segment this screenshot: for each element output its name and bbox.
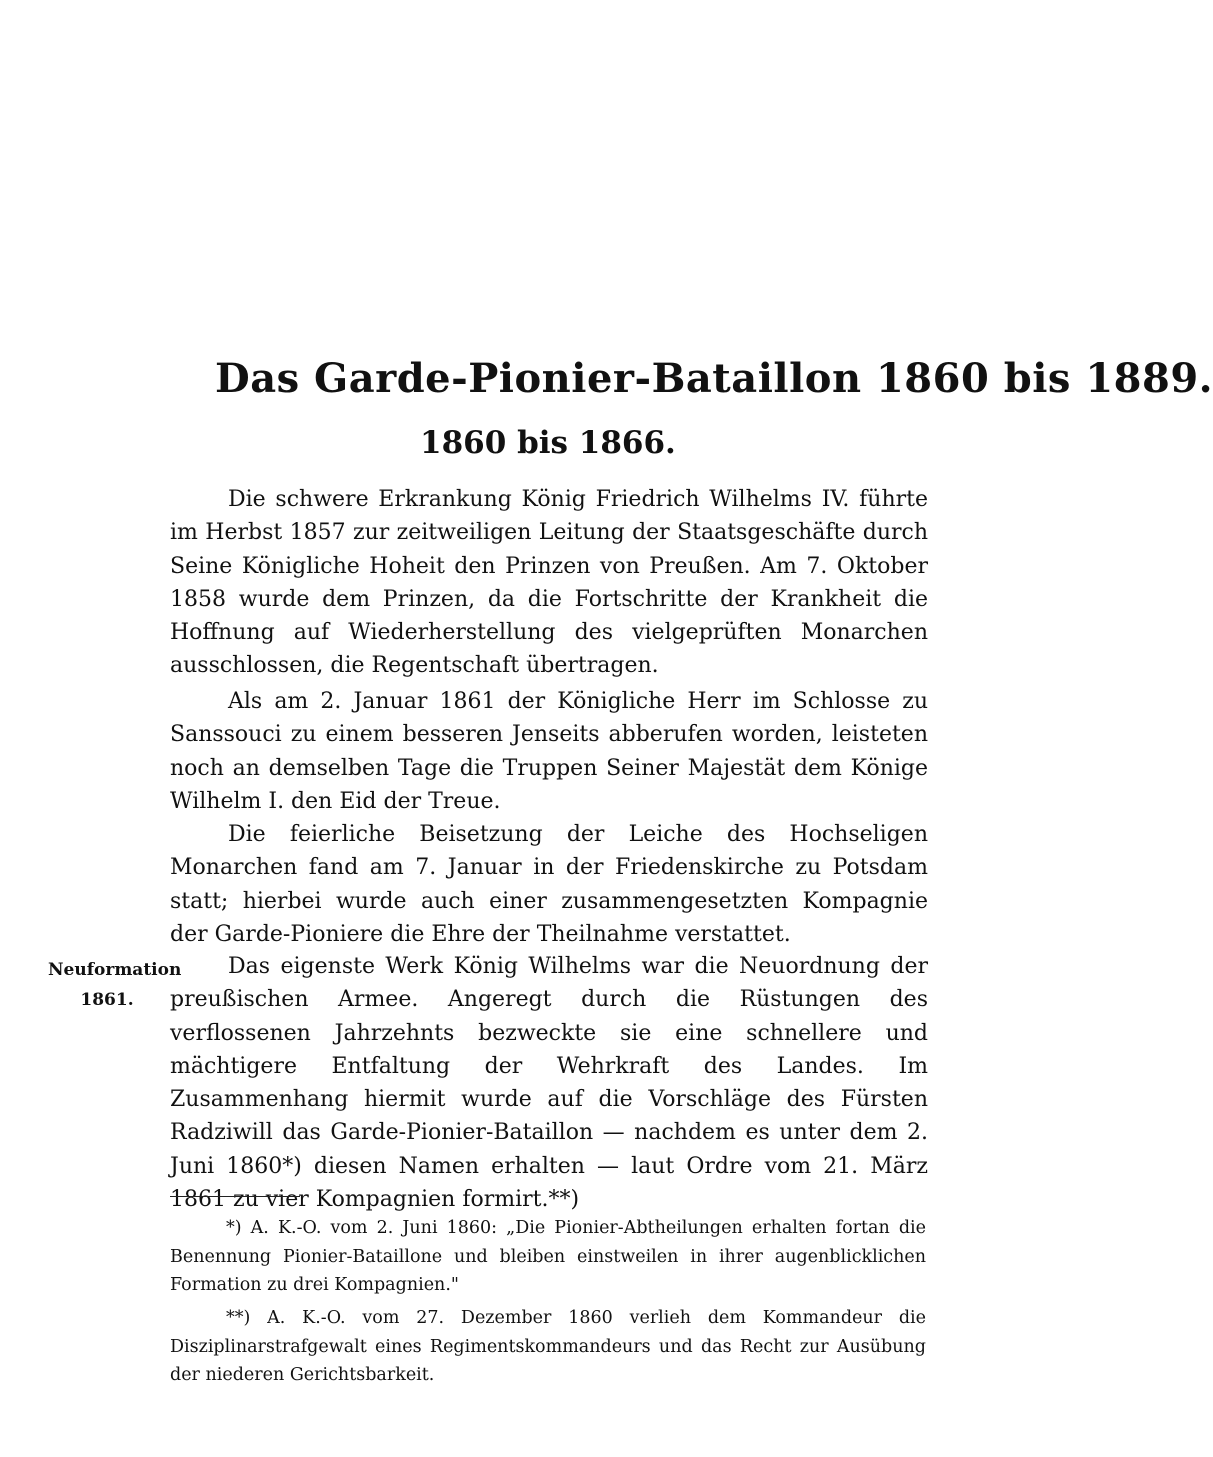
footnote-divider bbox=[170, 1196, 300, 1197]
body-paragraph-2 bbox=[170, 685, 928, 818]
margin-note-label: Neuformation bbox=[48, 960, 182, 980]
footnote-1 bbox=[170, 1214, 926, 1300]
body-paragraph-3 bbox=[170, 818, 928, 951]
paragraph-text: Die schwere Erkrankung König Friedrich Wilhelms IV. führte im Herbst 1857 zur zeitweiligen Leitung der Staatsgeschäfte durch Seine Königliche Hoheit den Prinzen von Preußen. Am 7. Oktober 1858 wurde dem Prinzen, da die Fortschritte der Krankheit die Hoffnung auf Wiederherstellung des vielgeprüften Monarchen ausschlossen, die Regentschaft übertragen. bbox=[170, 487, 928, 679]
margin-note-year: 1861. bbox=[80, 990, 134, 1010]
paragraph-text: Die feierliche Beisetzung der Leiche des Hochseligen Monarchen fand am 7. Januar in der Friedenskirche zu Potsdam statt; hierbei wurde auch einer zusammengesetzten Kompagnie der Garde-Pioniere die Ehre der Theilnahme verstattet. bbox=[170, 822, 928, 947]
paragraph-text: Als am 2. Januar 1861 der Königliche Herr im Schlosse zu Sanssouci zu einem besseren Jenseits abberufen worden, leisteten noch an demselben Tage die Truppen Seiner Majestät dem Könige Wilhelm I. den Eid der Treue. bbox=[170, 689, 928, 814]
page-title: Das Garde-Pionier-Bataillon 1860 bis 1889. bbox=[215, 355, 1213, 402]
footnote-text: *) A. K.-O. vom 2. Juni 1860: „Die Pionier-Abtheilungen erhalten fortan die Benennung Pionier-Bataillone und bleiben einstweilen in ihrer augenblicklichen Formation zu drei Kompagnien." bbox=[170, 1218, 926, 1295]
body-paragraph-4 bbox=[170, 950, 928, 1216]
footnote-text: **) A. K.-O. vom 27. Dezember 1860 verlieh dem Kommandeur die Disziplinarstrafgewalt eines Regimentskommandeurs und das Recht zur Ausübung der niederen Gerichtsbarkeit. bbox=[170, 1308, 926, 1385]
margin-note bbox=[48, 955, 182, 1015]
section-heading: 1860 bis 1866. bbox=[420, 425, 676, 461]
paragraph-text: Das eigenste Werk König Wilhelms war die Neuordnung der preußischen Armee. Angeregt durch die Rüstungen des verflossenen Jahrzehnts bezweckte sie eine schnellere und mächtigere Entfaltung der Wehrkraft des Landes. Im Zusammenhang hiermit wurde auf die Vorschläge des Fürsten Radziwill das Garde-Pionier-Bataillon — nachdem es unter dem 2. Juni 1860*) diesen Namen erhalten — laut Ordre vom 21. März 1861 zu vier Kompagnien formirt.**) bbox=[170, 954, 928, 1213]
footnote-2 bbox=[170, 1304, 926, 1390]
body-paragraph-1 bbox=[170, 483, 928, 683]
